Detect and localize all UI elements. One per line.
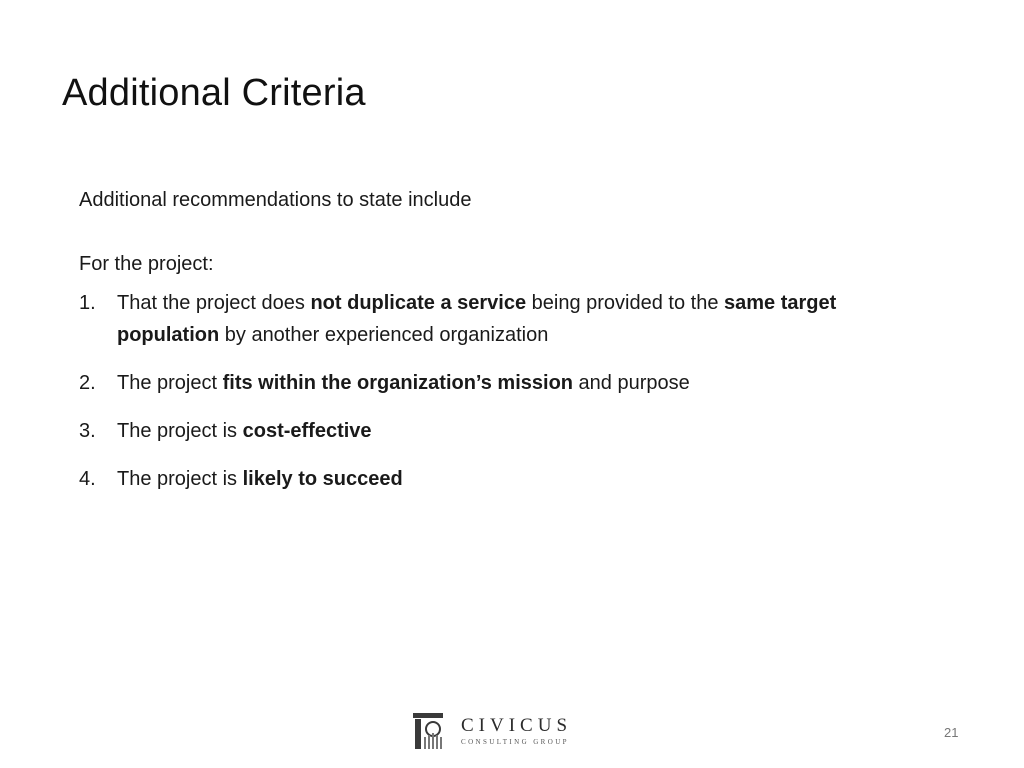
criteria-item xyxy=(79,463,909,495)
item-text: by another experienced organization xyxy=(219,324,549,346)
item-text: That the project does xyxy=(117,292,311,314)
item-number: 2. xyxy=(79,372,96,394)
page-number: 21 xyxy=(944,725,959,740)
logo-name: CIVICUS xyxy=(461,715,573,736)
item-text: The project is xyxy=(117,468,243,490)
emphasis-text: likely to succeed xyxy=(242,468,403,490)
item-number: 1. xyxy=(79,292,96,314)
subheading: For the project: xyxy=(79,253,214,275)
slide-title: Additional Criteria xyxy=(62,72,366,114)
slide-body xyxy=(79,187,909,511)
emphasis-text: same target population xyxy=(117,292,837,346)
criteria-item xyxy=(79,367,909,399)
item-text: The project is xyxy=(117,420,243,442)
logo-tagline: CONSULTING GROUP xyxy=(461,738,569,746)
column-logo-icon xyxy=(413,711,453,751)
item-text: being provided to the xyxy=(526,292,725,314)
item-text: and purpose xyxy=(573,372,690,394)
criteria-item xyxy=(79,287,909,351)
item-number: 4. xyxy=(79,468,96,490)
intro-text: Additional recommendations to state include xyxy=(79,189,472,211)
item-text: The project xyxy=(117,372,223,394)
criteria-item xyxy=(79,415,909,447)
item-number: 3. xyxy=(79,420,96,442)
emphasis-text: cost-effective xyxy=(242,420,372,442)
company-logo xyxy=(413,711,572,751)
criteria-list xyxy=(79,287,909,495)
emphasis-text: not duplicate a service xyxy=(310,292,527,314)
emphasis-text: fits within the organization’s mission xyxy=(222,372,573,394)
